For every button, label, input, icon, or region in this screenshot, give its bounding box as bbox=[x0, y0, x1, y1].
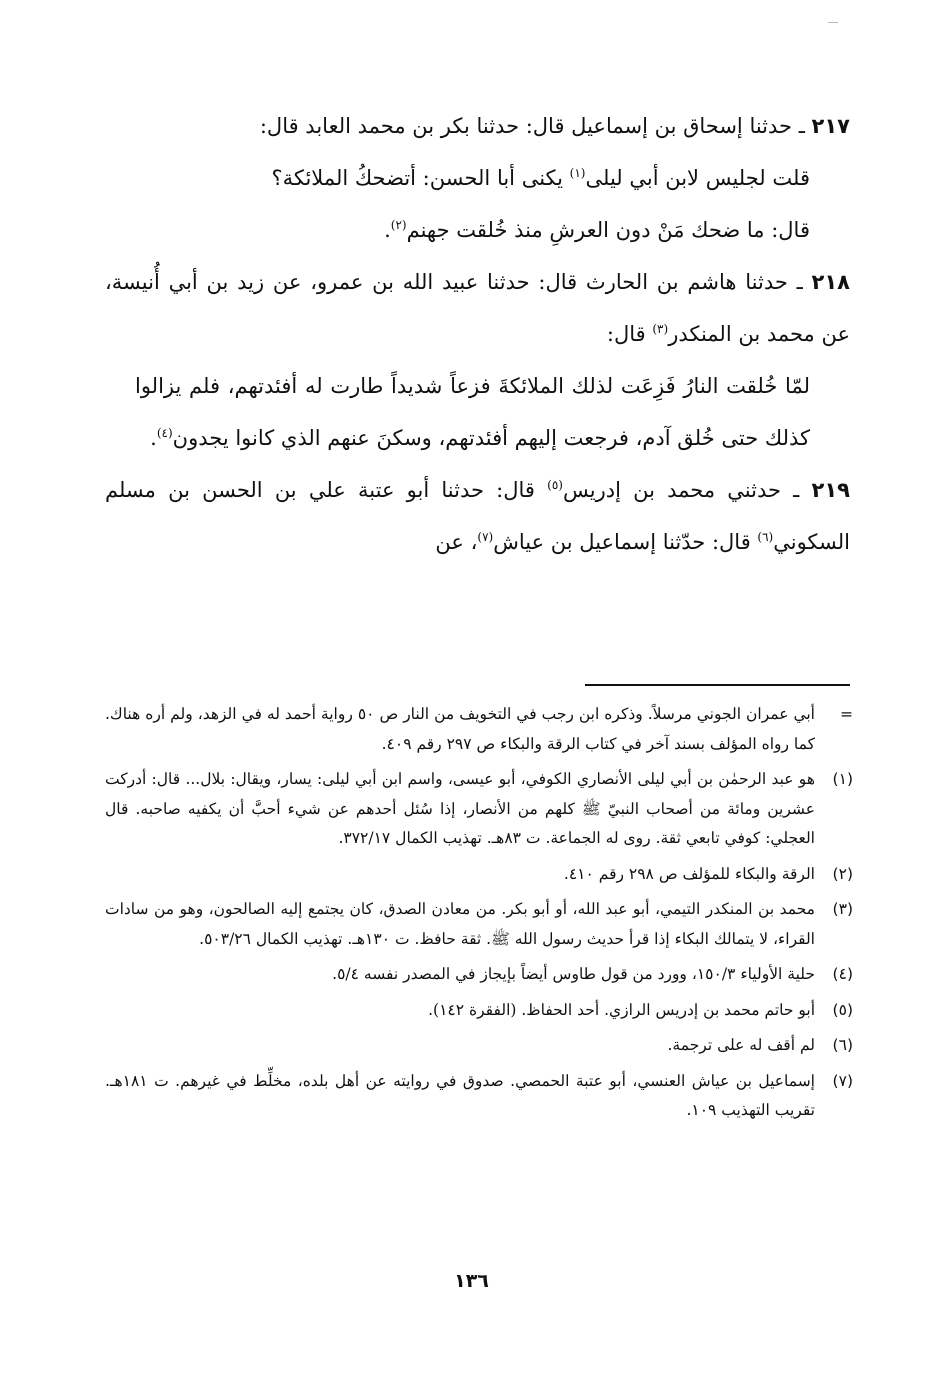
footnote-ref: (٤) bbox=[156, 426, 173, 440]
main-text bbox=[105, 100, 850, 568]
footnote-text: هو عبد الرحمٰن بن أبي ليلى الأنصاري الكوفي، أبو عيسى، واسم ابن أبي ليلى: يسار، ويقال: بلال... قال: أدركت عشرين ومائة من أصحاب النبيّ ﷺ كلهم من الأنصار، إذا سُئل أحدهم عن شيء أحبَّ أن يكفيه صاحبه. قال العجلي: كوفي تابعي ثقة. روى له الجماعة. ت ٨٣هـ. تهذيب الكمال ٣٧٢/١٧. bbox=[105, 770, 815, 847]
matn-text: . bbox=[150, 426, 157, 450]
footnote-text: أبي عمران الجوني مرسلاً. وذكره ابن رجب في التخويف من النار ص ٥٠ رواية أحمد له في الزهد، ولم أره هناك. كما رواه المؤلف بسند آخر في كتاب الرقة والبكاء ص ٢٩٧ رقم ٤٠٩. bbox=[105, 705, 815, 753]
footnote-4 bbox=[105, 960, 853, 990]
footnote-6 bbox=[105, 1031, 853, 1061]
scan-mark bbox=[828, 22, 838, 23]
footnote-mark: (١) bbox=[832, 770, 853, 788]
hadith-218-matn bbox=[135, 360, 850, 464]
footnote-mark: (٧) bbox=[832, 1071, 853, 1090]
hadith-number: ٢١٩ bbox=[811, 478, 850, 502]
hadith-217-answer bbox=[105, 204, 850, 256]
isnad-text: قال: bbox=[606, 322, 653, 346]
footnote-ref: (٣) bbox=[652, 322, 669, 336]
footnote-2 bbox=[105, 860, 853, 890]
hadith-number: ٢١٨ bbox=[811, 270, 850, 294]
hadith-218 bbox=[105, 256, 850, 360]
matn-text: لمّا خُلقت النارُ فَزِعَت لذلك الملائكةَ فزعاً شديداً طارت له أفئدتهم، فلم يزالوا كذلك حتى خُلق آدم، فرجعت إليهم أفئدتهم، وسكنَ عنهم الذي كانوا يجدون bbox=[135, 374, 810, 450]
footnote-text: إسماعيل بن عياش العنسي، أبو عتبة الحمصي. صدوق في روايته عن أهل بلده، مخلِّط في غيرهم. ت ١٨١هـ. تقريب التهذيب ١٠٩. bbox=[105, 1071, 815, 1119]
footnote-ref: (٧) bbox=[477, 530, 494, 544]
matn-text: قلت لجليس لابن أبي ليلى bbox=[585, 166, 810, 190]
matn-text: قال: ما ضحك مَنْ دون العرشِ منذ خُلقت جهنم bbox=[406, 218, 810, 242]
hadith-217 bbox=[105, 100, 850, 152]
isnad-text: ـ حدثنا هاشم بن الحارث قال: حدثنا عبيد الله بن عمرو، عن زيد بن أبي أُنيسة، عن محمد بن المنكدر bbox=[105, 270, 850, 346]
footnote-continued bbox=[105, 700, 853, 759]
footnote-text: حلية الأولياء ١٥٠/٣، وورد من قول طاوس أيضاً بإيجاز في المصدر نفسه ٥/٤. bbox=[332, 965, 815, 983]
isnad-text: قال: حدثنا أبو عتبة علي بن الحسن بن مسلم السكوني bbox=[105, 478, 850, 554]
footnote-mark: (٣) bbox=[832, 900, 853, 918]
page-number: ١٣٦ bbox=[454, 1270, 489, 1292]
matn-text: . bbox=[384, 218, 391, 242]
hadith-219 bbox=[105, 464, 850, 568]
footnote-divider bbox=[585, 684, 850, 686]
footnote-mark: (٥) bbox=[832, 1000, 853, 1019]
footnote-mark: = bbox=[840, 705, 853, 723]
footnote-3 bbox=[105, 895, 853, 954]
isnad-text: ـ حدثني محمد بن إدريس bbox=[562, 478, 800, 502]
footnote-ref: (٥) bbox=[547, 478, 563, 492]
footnote-ref: (٦) bbox=[757, 530, 774, 544]
matn-text: يكنى أبا الحسن: أتضحكُ الملائكة؟ bbox=[271, 166, 570, 190]
footnote-1 bbox=[105, 765, 853, 854]
footnote-text: أبو حاتم محمد بن إدريس الرازي. أحد الحفاظ. (الفقرة ١٤٢). bbox=[428, 1000, 815, 1019]
footnote-text: لم أقف له على ترجمة. bbox=[667, 1036, 815, 1054]
footnote-text: محمد بن المنكدر التيمي، أبو عبد الله، أو أبو بكر. من معادن الصدق، كان يجتمع إليه الصالحون، وهو من سادات القراء، لا يتمالك البكاء إذا قرأ حديث رسول الله ﷺ. ثقة حافظ. ت ١٣٠هـ. تهذيب الكمال ٥٠٣/٢٦. bbox=[105, 900, 815, 948]
isnad-text: ـ حدثنا إسحاق بن إسماعيل قال: حدثنا بكر بن محمد العابد قال: bbox=[259, 114, 805, 138]
footnote-ref: (٢) bbox=[390, 218, 407, 232]
footnote-ref: (١) bbox=[569, 166, 586, 180]
footnote-mark: (٦) bbox=[832, 1036, 853, 1054]
footnote-mark: (٢) bbox=[832, 864, 853, 883]
footnote-text: الرقة والبكاء للمؤلف ص ٢٩٨ رقم ٤١٠. bbox=[563, 864, 815, 883]
hadith-number: ٢١٧ bbox=[811, 114, 850, 138]
footnotes bbox=[105, 700, 853, 1132]
footnote-mark: (٤) bbox=[832, 965, 853, 983]
hadith-217-question bbox=[105, 152, 850, 204]
footnote-7 bbox=[105, 1067, 853, 1126]
footnote-5 bbox=[105, 996, 853, 1026]
isnad-text: قال: حدّثنا إسماعيل بن عياش bbox=[493, 530, 758, 554]
isnad-text: ، عن bbox=[435, 530, 478, 554]
